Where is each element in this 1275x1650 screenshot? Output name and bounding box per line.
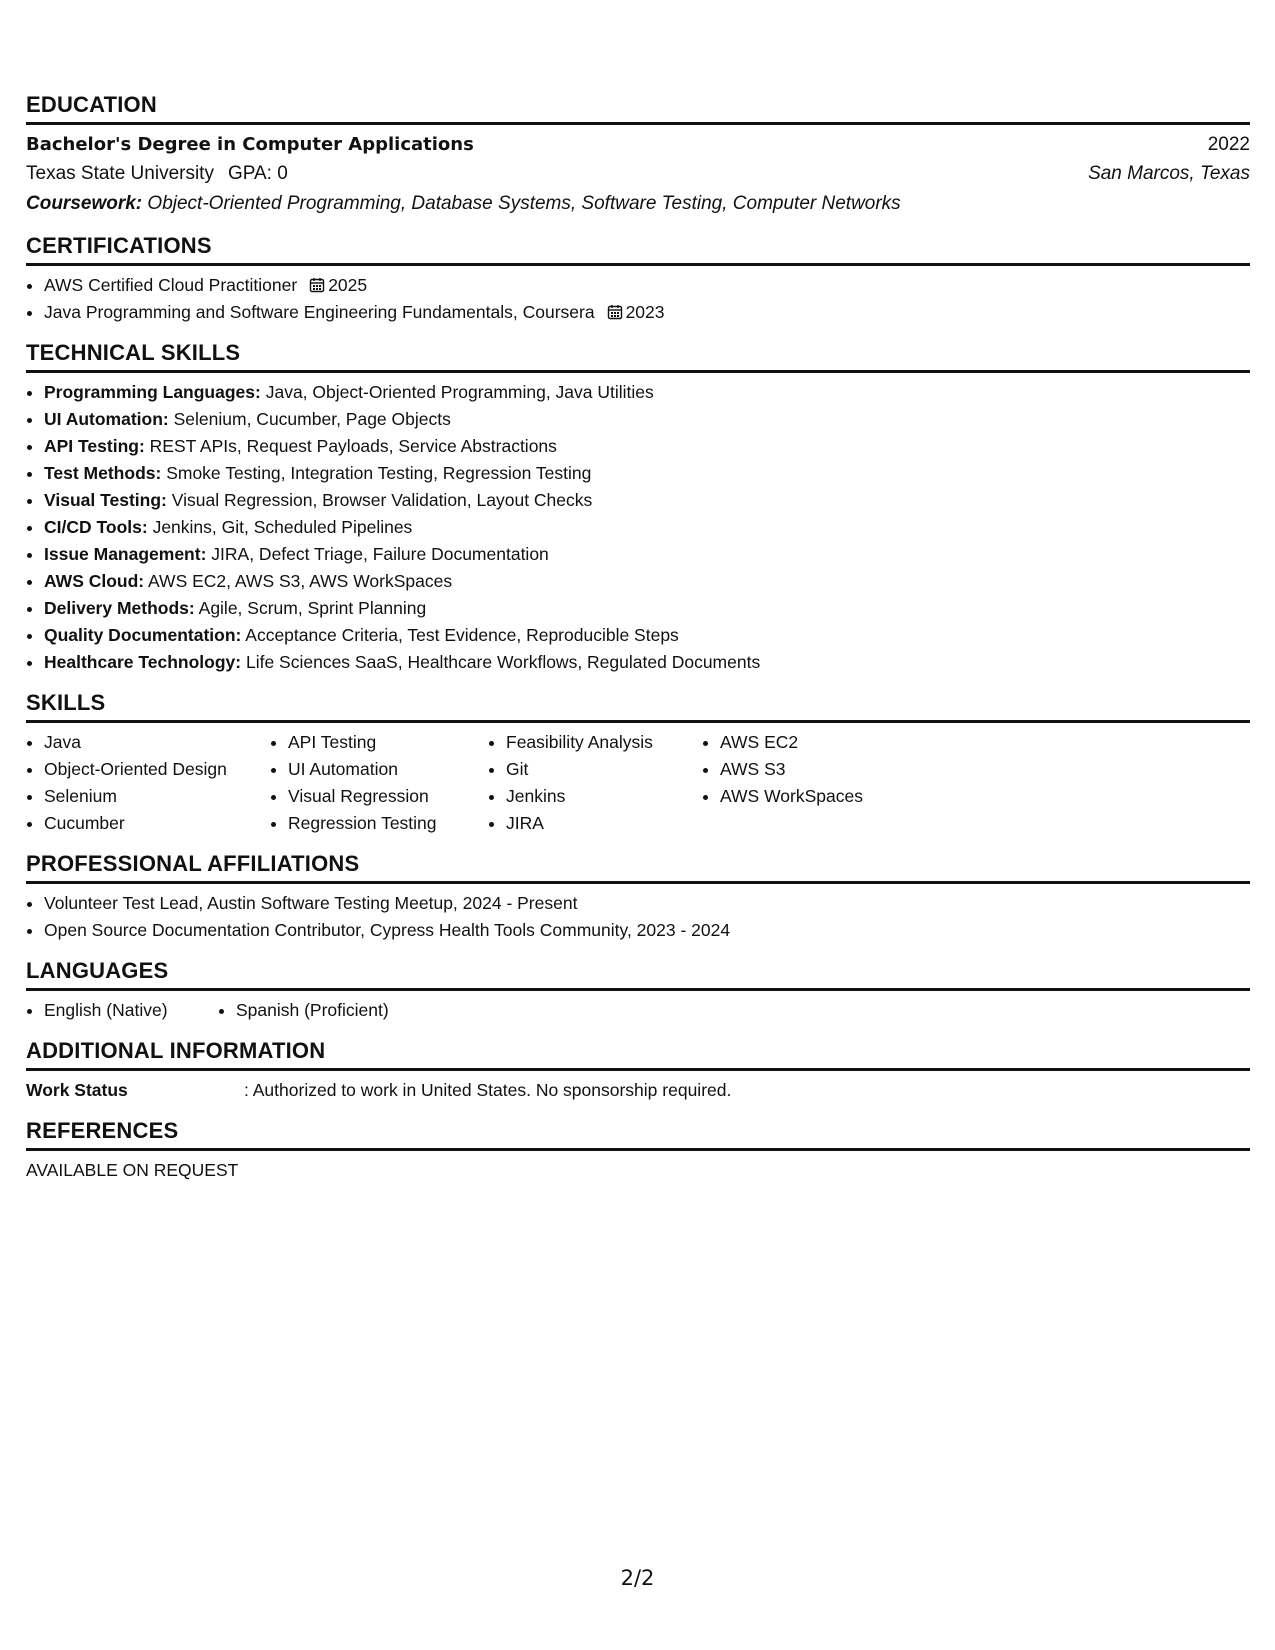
list-item [44,379,1250,406]
skills-column [702,729,920,837]
skills-column [26,729,270,837]
list-item: • Open Source Documentation Contributor, Cypress Health Tools Community, 2023 - 2024 [44,917,1250,944]
gpa: GPA: 0 [227,163,288,184]
list-item [44,541,1250,568]
technical-skills-section [26,340,1250,676]
school-location: San Marcos, Texas [1088,163,1250,184]
list-item: • Object-Oriented Design [44,756,270,783]
section-title-affiliations: PROFESSIONAL AFFILIATIONS [26,851,1250,884]
education-school-row [26,159,1250,189]
skill-category: Visual Testing: [44,490,167,510]
list-item: • Regression Testing [288,810,488,837]
list-item: • Spanish (Proficient) [236,997,389,1024]
list-item: • Volunteer Test Lead, Austin Software Testing Meetup, 2024 - Present [44,890,1250,917]
skill-values: Agile, Scrum, Sprint Planning [198,598,427,618]
skill-values: Life Sciences SaaS, Healthcare Workflows, Regulated Documents [245,652,761,672]
list-item: • Feasibility Analysis [506,729,702,756]
section-title-additional-information: ADDITIONAL INFORMATION [26,1038,1250,1071]
school-name: Texas State University [26,163,214,184]
skills-grid [26,729,1250,837]
section-title-education: EDUCATION [26,92,1250,125]
certification-name: AWS Certified Cloud Practitioner [44,275,298,295]
list-item: • Java [44,729,270,756]
affiliations-list [26,890,1250,944]
list-item: • API Testing [288,729,488,756]
skills-column [270,729,488,837]
skill-category: Delivery Methods: [44,598,195,618]
list-item [44,487,1250,514]
list-item [44,460,1250,487]
skill-values: Java, Object-Oriented Programming, Java Utilities [265,382,654,402]
skill-category: Programming Languages: [44,382,261,402]
degree-name: Bachelor's Degree in Computer Applications [26,134,474,155]
skill-category: CI/CD Tools: [44,517,148,537]
list-item: • Cucumber [44,810,270,837]
section-title-technical-skills: TECHNICAL SKILLS [26,340,1250,373]
list-item: • Selenium [44,783,270,810]
list-item: • Visual Regression [288,783,488,810]
skill-values: Selenium, Cucumber, Page Objects [173,409,451,429]
school-block [26,159,288,189]
references-section [26,1118,1250,1184]
section-title-references: REFERENCES [26,1118,1250,1151]
certification-year: 2025 [328,275,368,295]
list-item: • AWS EC2 [720,729,920,756]
list-item: • AWS WorkSpaces [720,783,920,810]
skill-category: API Testing: [44,436,145,456]
education-degree-row [26,131,1250,159]
skill-category: Test Methods: [44,463,162,483]
skill-values: REST APIs, Request Payloads, Service Abstractions [149,436,557,456]
list-item: • English (Native) [44,997,218,1024]
list-item [44,514,1250,541]
resume-page [26,92,1250,1198]
skill-values: Jenkins, Git, Scheduled Pipelines [152,517,413,537]
list-item: • Git [506,756,702,783]
education-section [26,92,1250,219]
certifications-list [26,272,1250,326]
languages-section [26,958,1250,1024]
languages-column [218,997,389,1024]
languages-row [26,997,1250,1024]
page-number: 2/2 [620,1566,655,1590]
coursework-list: Object-Oriented Programming, Database Systems, Software Testing, Computer Networks [147,193,901,214]
calendar-icon [607,304,623,320]
skill-values: Visual Regression, Browser Validation, Layout Checks [171,490,593,510]
coursework [26,189,1250,219]
skill-values: Smoke Testing, Integration Testing, Regression Testing [166,463,592,483]
certification-name: Java Programming and Software Engineering Fundamentals, Coursera [44,302,595,322]
affiliations-section [26,851,1250,944]
additional-information-section [26,1038,1250,1104]
technical-skills-list [26,379,1250,676]
list-item [44,433,1250,460]
certification-year: 2023 [625,302,665,322]
list-item: • Jenkins [506,783,702,810]
skill-category: Issue Management: [44,544,207,564]
skill-category: AWS Cloud: [44,571,145,591]
section-title-skills: SKILLS [26,690,1250,723]
skills-section [26,690,1250,837]
section-title-languages: LANGUAGES [26,958,1250,991]
list-item [44,272,1250,299]
skill-category: UI Automation: [44,409,169,429]
list-item [44,622,1250,649]
list-item [44,299,1250,326]
skill-values: AWS EC2, AWS S3, AWS WorkSpaces [148,571,453,591]
list-item [44,595,1250,622]
languages-column [26,997,218,1024]
skill-values: Acceptance Criteria, Test Evidence, Reproducible Steps [245,625,679,645]
list-item [44,406,1250,433]
skill-values: JIRA, Defect Triage, Failure Documentation [211,544,549,564]
work-status-row [26,1077,1250,1104]
skills-column [488,729,702,837]
skill-category: Quality Documentation: [44,625,242,645]
certifications-section [26,233,1250,326]
list-item [44,649,1250,676]
coursework-label: Coursework: [26,193,143,214]
section-title-certifications: CERTIFICATIONS [26,233,1250,266]
skill-category: Healthcare Technology: [44,652,242,672]
work-status-label: Work Status [26,1080,128,1100]
list-item: • AWS S3 [720,756,920,783]
list-item: • UI Automation [288,756,488,783]
list-item [44,568,1250,595]
references-text: AVAILABLE ON REQUEST [26,1160,239,1180]
graduation-year: 2022 [1207,134,1250,155]
list-item: • JIRA [506,810,702,837]
calendar-icon [309,277,325,293]
work-status-value: : Authorized to work in United States. No sponsorship required. [244,1080,732,1100]
